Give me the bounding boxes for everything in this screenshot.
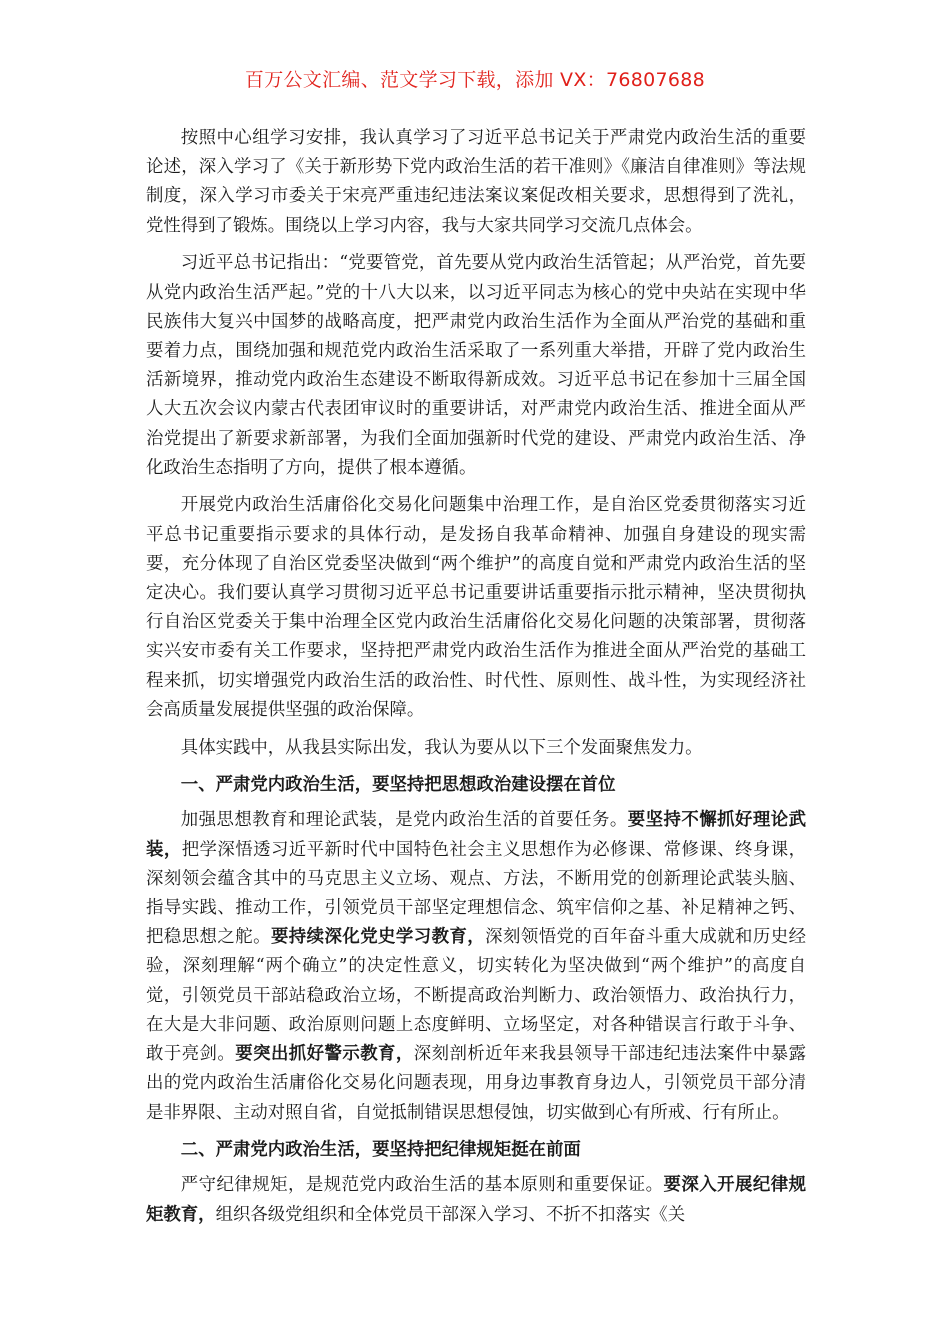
paragraph-intro: 按照中心组学习安排，我认真学习了习近平总书记关于严肃党内政治生活的重要论述，深入学习了《关于新形势下党内政治生活的若干准则》《廉洁自律准则》等法规制度，深入学习市委关于宋亮严重违纪违法案议案促改相关要求，思想得到了洗礼，党性得到了锻炼。围绕以上学习内容，我与大家共同学习交流几点体会。 <box>146 128 806 236</box>
paragraph-text: 深刻剖析近年来我县领导干部违纪违法案件中暴露出的党内政治生活庸俗化交易化问题表现，用身边事教育身边人，引领党员干部分清是非界限、主动对照自省，自觉抵制错误思想侵蚀，切实做到心有所戒、行有所止。 <box>146 1044 806 1123</box>
paragraph-text: 严守纪律规矩，是规范党内政治生活的基本原则和重要保证。 <box>180 1175 664 1196</box>
paragraph-practice: 具体实践中，从我县实际出发，我认为要从以下三个发面聚焦发力。 <box>180 737 703 758</box>
section-heading-2: 二、严肃党内政治生活，要坚持把纪律规矩挺在前面 <box>180 1140 581 1161</box>
bold-lead: 要深入开展纪律规矩教育， <box>146 1175 806 1225</box>
bold-lead: 要突出抓好警示教育， <box>235 1044 414 1065</box>
paragraph-section-1 <box>146 806 806 1127</box>
promo-header: 百万公文汇编、范文学习下载，添加 VX：76807688 <box>244 69 706 91</box>
paragraph-quote: 习近平总书记指出：“党要管党，首先要从党内政治生活管起；从严治党，首先要从党内政治生活严起。”党的十八大以来，以习近平同志为核心的党中央站在实现中华民族伟大复兴中国梦的战略高度，把严肃党内政治生活作为全面从严治党的基础和重要着力点，围绕加强和规范党内政治生活采取了一系列重大举措，开辟了党内政治生活新境界，推动党内政治生态建设不断取得新成效。习近平总书记在参加十三届全国人大五次会议内蒙古代表团审议时的重要讲话，对严肃党内政治生活、推进全面从严治党提出了新要求新部署，为我们全面加强新时代党的建设、严肃党内政治生活、净化政治生态指明了方向，提供了根本遵循。 <box>146 253 806 478</box>
bold-lead: 要坚持不懈抓好理论武装， <box>146 810 806 860</box>
bold-lead: 要持续深化党史学习教育， <box>270 927 486 948</box>
paragraph-text: 深刻领悟党的百年奋斗重大成就和历史经验，深刻理解“两个确立”的决定性意义，切实转化为坚决做到“两个维护”的高度自觉，引领党员干部站稳政治立场，不断提高政治判断力、政治领悟力、政治执行力，在大是大非问题、政治原则问题上态度鲜明、立场坚定，对各种错误言行敢于斗争、敢于亮剑。 <box>146 927 806 1065</box>
document-body <box>146 124 806 1238</box>
paragraph-section-2 <box>146 1171 806 1229</box>
paragraph-text: 组织各级党组织和全体党员干部深入学习、不折不扣落实《关 <box>215 1204 686 1225</box>
section-heading-1: 一、严肃党内政治生活，要坚持把思想政治建设摆在首位 <box>180 775 616 796</box>
paragraph-text: 加强思想教育和理论武装，是党内政治生活的首要任务。 <box>180 810 628 831</box>
paragraph-governance: 开展党内政治生活庸俗化交易化问题集中治理工作，是自治区党委贯彻落实习近平总书记重要指示要求的具体行动，是发扬自我革命精神、加强自身建设的现实需要，充分体现了自治区党委坚决做到“两个维护”的高度自觉和严肃党内政治生活的坚定决心。我们要认真学习贯彻习近平总书记重要讲话重要指示批示精神，坚决贯彻执行自治区党委关于集中治理全区党内政治生活庸俗化交易化问题的决策部署，贯彻落实兴安市委有关工作要求，坚持把严肃党内政治生活作为推进全面从严治党的基础工程来抓，切实增强党内政治生活的政治性、时代性、原则性、战斗性，为实现经济社会高质量发展提供坚强的政治保障。 <box>146 495 806 720</box>
paragraph-text: 把学深悟透习近平新时代中国特色社会主义思想作为必修课、常修课、终身课，深刻领会蕴含其中的马克思主义立场、观点、方法，不断用党的创新理论武装头脑、指导实践、推动工作，引领党员干部坚定理想信念、筑牢信仰之基、补足精神之钙、把稳思想之舵。 <box>146 839 806 948</box>
